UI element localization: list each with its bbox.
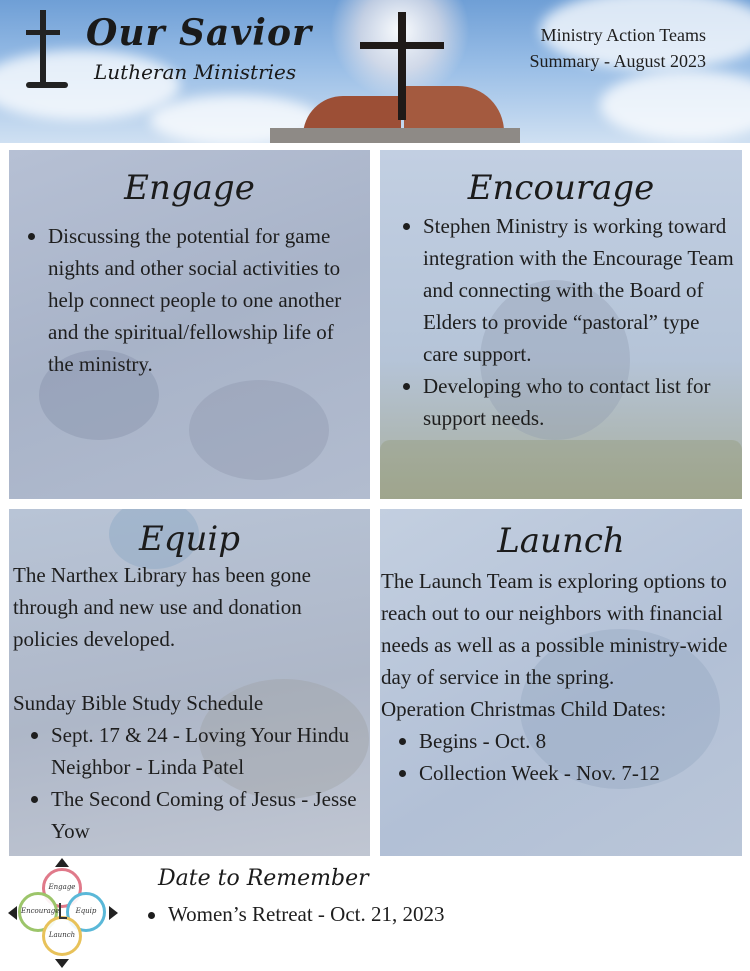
encourage-bullet: Stephen Ministry is working toward integration with the Encourage Team and connecting with the Board of Elders to provide “pastoral” type care support. <box>399 210 734 370</box>
encourage-body <box>399 210 734 434</box>
header-banner <box>0 0 750 143</box>
arrow-left-icon <box>8 906 17 920</box>
engage-title: Engage <box>124 168 255 208</box>
ring-label: Launch <box>48 931 76 939</box>
arrow-up-icon <box>55 858 69 867</box>
background-shape <box>380 440 742 499</box>
encourage-title: Encourage <box>467 168 655 208</box>
equip-body <box>13 559 363 847</box>
background-shape <box>189 380 329 480</box>
header-line-2: Summary - August 2023 <box>529 51 706 71</box>
encourage-bullet: Developing who to contact list for support needs. <box>399 370 734 434</box>
logo-cross-icon <box>40 10 46 88</box>
equip-paragraph: The Narthex Library has been gone through and new use and donation policies developed. <box>13 563 311 651</box>
date-list <box>144 899 445 929</box>
ministry-logo <box>22 8 312 98</box>
equip-panel <box>9 509 370 856</box>
engage-bullet: Discussing the potential for game nights and other social activities to help connect people to one another and the spiritual/fellowship life of the ministry. <box>24 220 359 380</box>
logo-base-icon <box>26 82 68 88</box>
launch-bullet: Collection Week - Nov. 7-12 <box>395 757 739 789</box>
launch-subheading: Operation Christmas Child Dates: <box>381 697 667 721</box>
cloud <box>600 70 750 140</box>
equip-bullet: The Second Coming of Jesus - Jesse Yow <box>27 783 363 847</box>
equip-title: Equip <box>138 519 241 559</box>
launch-bullet: Begins - Oct. 8 <box>395 725 739 757</box>
ministry-teams-logo <box>8 858 118 968</box>
center-cross-icon <box>59 903 67 919</box>
arrow-right-icon <box>109 906 118 920</box>
ring-launch <box>42 916 82 956</box>
engage-panel <box>9 150 370 499</box>
logo-cross-icon <box>26 30 60 35</box>
logo-title: Our Savior <box>86 12 312 54</box>
arrow-down-icon <box>55 959 69 968</box>
church-base <box>270 128 520 143</box>
ring-label: Engage <box>48 883 76 891</box>
date-item: Women’s Retreat - Oct. 21, 2023 <box>144 899 445 929</box>
logo-subtitle: Lutheran Ministries <box>94 60 297 84</box>
launch-body <box>381 565 739 789</box>
church-cross-icon <box>398 12 406 120</box>
launch-paragraph: The Launch Team is exploring options to reach out to our neighbors with financial needs as well as a possible ministry-wide day of service in the spring. <box>381 569 728 689</box>
header-summary <box>529 22 706 74</box>
header-line-1: Ministry Action Teams <box>540 25 706 45</box>
date-to-remember-title: Date to Remember <box>158 866 369 891</box>
church-cross-icon <box>360 42 444 49</box>
launch-panel <box>380 509 742 856</box>
equip-bullet: Sept. 17 & 24 - Loving Your Hindu Neighbor - Linda Patel <box>27 719 363 783</box>
launch-title: Launch <box>497 521 625 561</box>
engage-body <box>24 220 359 380</box>
encourage-panel <box>380 150 742 499</box>
equip-subheading: Sunday Bible Study Schedule <box>13 691 264 715</box>
ring-label: Encourage <box>21 907 60 915</box>
ring-label: Equip <box>75 907 97 915</box>
